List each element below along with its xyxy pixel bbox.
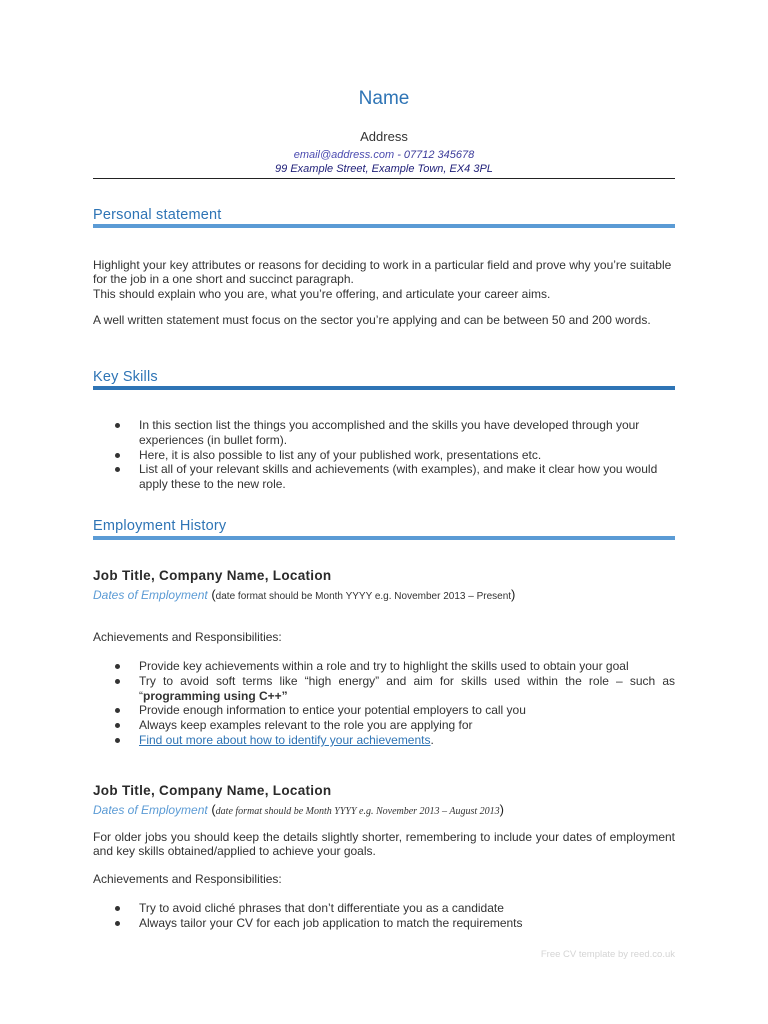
phone-text: - 07712 345678 [394,149,475,161]
bullet-icon [115,738,120,743]
bullet-icon [115,921,120,926]
list-item: List all of your relevant skills and achievements (with examples), and make it clear how you would apply these to the new role. [93,462,675,492]
section-title-key-skills: Key Skills [93,369,158,385]
list-item: Here, it is also possible to list any of your published work, presentations etc. [93,448,675,463]
section-title-personal-statement: Personal statement [93,207,222,223]
list-item: Try to avoid cliché phrases that don’t differentiate you as a candidate [93,901,675,916]
list-item: Try to avoid soft terms like “high energy” and aim for skills used within the role – such as “programming using C++” [93,674,675,704]
job-dates-2: Dates of Employment (date format should be Month YYYY e.g. November 2013 – August 2013) [93,802,504,817]
job2-achievements-list [93,901,675,931]
section-divider [93,224,675,228]
job-title-2: Job Title, Company Name, Location [93,783,332,798]
section-divider [93,386,675,390]
section-divider [93,536,675,540]
email-text: email@address.com [293,149,395,161]
achievements-label-1: Achievements and Responsibilities: [93,630,282,644]
bullet-icon [115,467,120,472]
bullet-icon [115,423,120,428]
job2-paragraph: For older jobs you should keep the details slightly shorter, remembering to include your dates of employment and key skills obtained/applied to achieve your goals. [93,830,675,859]
personal-statement-paragraph-1: Highlight your key attributes or reasons for deciding to work in a particular field and prove why you’re suitable for the job in a one short and succinct paragraph. This should explain who you are, what you’re offering, and articulate your career aims. [93,258,672,301]
job-title-1: Job Title, Company Name, Location [93,568,332,583]
personal-statement-paragraph-2: A well written statement must focus on the sector you’re applying and can be between 50 and 200 words. [93,313,651,327]
cv-address: Address [360,129,408,144]
bullet-icon [115,723,120,728]
footer-credit: Free CV template by reed.co.uk [540,949,675,960]
list-item: Always tailor your CV for each job application to match the requirements [93,916,675,931]
bullet-icon [115,664,120,669]
header-divider [93,178,675,179]
job-dates-1: Dates of Employment (date format should be Month YYYY e.g. November 2013 – Present) [93,587,516,602]
list-item: Find out more about how to identify your achievements. [93,733,675,748]
cv-name: Name [358,88,410,109]
bullet-icon [115,906,120,911]
bullet-icon [115,453,120,458]
street-address: 99 Example Street, Example Town, EX4 3PL [275,163,493,175]
list-item: Provide key achievements within a role and try to highlight the skills used to obtain your goal [93,659,675,674]
list-item: Provide enough information to entice your potential employers to call you [93,703,675,718]
achievements-link[interactable]: Find out more about how to identify your achievements [139,732,431,747]
section-title-employment-history: Employment History [93,518,227,534]
list-item: Always keep examples relevant to the role you are applying for [93,718,675,733]
achievements-label-2: Achievements and Responsibilities: [93,872,282,886]
list-item: In this section list the things you accomplished and the skills you have developed through your experiences (in bullet form). [93,418,675,448]
job1-achievements-list [93,659,675,748]
bullet-icon [115,679,120,684]
key-skills-list [93,418,675,492]
cv-contact [93,148,675,176]
bullet-icon [115,708,120,713]
